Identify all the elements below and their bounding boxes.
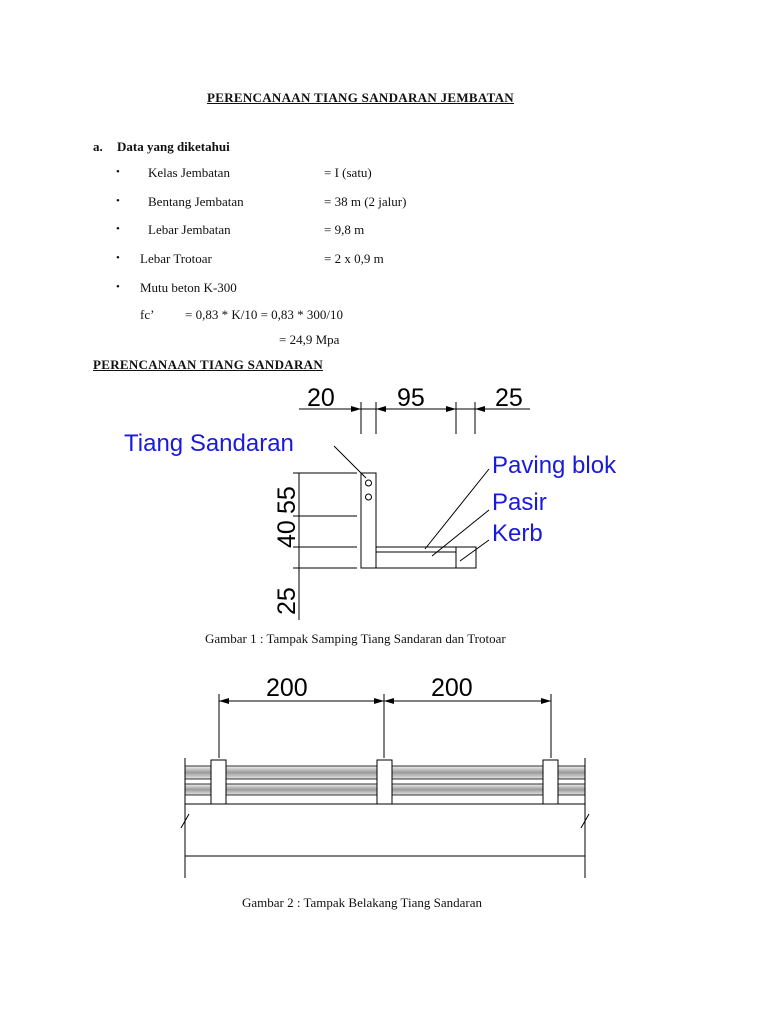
item-value: = 38 m (2 jalur): [324, 194, 407, 209]
page-title: PERENCANAAN TIANG SANDARAN JEMBATAN: [207, 90, 514, 105]
bullet-icon: •: [116, 166, 120, 178]
dim-text: 25: [273, 587, 301, 615]
item-label: Lebar Jembatan: [148, 222, 231, 237]
label-tiang-sandaran: Tiang Sandaran: [124, 430, 294, 457]
item-label: Lebar Trotoar: [140, 251, 212, 266]
item-value: = 9,8 m: [324, 222, 365, 237]
rail-hole: [366, 494, 372, 500]
item-value: = I (satu): [324, 165, 372, 180]
bullet-icon: •: [116, 195, 120, 207]
figure1-caption: Gambar 1 : Tampak Samping Tiang Sandaran dan Trotoar: [205, 631, 506, 646]
kerb-block: [456, 547, 476, 568]
leader-line: [425, 469, 489, 549]
fc-result: = 24,9 Mpa: [279, 332, 340, 347]
leader-line: [432, 510, 489, 556]
tiang-post: [361, 473, 376, 568]
item-label: Mutu beton K-300: [140, 280, 237, 295]
item-label: Kelas Jembatan: [148, 165, 230, 180]
label-kerb: Kerb: [492, 520, 543, 547]
bullet-icon: •: [116, 252, 120, 264]
bullet-icon: •: [116, 281, 120, 293]
label-pasir: Pasir: [492, 489, 547, 516]
item-label: Bentang Jembatan: [148, 194, 244, 209]
dim-text: 25: [495, 384, 523, 412]
dim-text: 200: [266, 674, 308, 702]
dim-text: 95: [397, 384, 425, 412]
pasir-layer: [376, 552, 456, 568]
section-a-marker: a.: [93, 139, 103, 154]
dim-text: 40: [273, 520, 301, 548]
section-a-heading: Data yang diketahui: [117, 139, 230, 154]
rail-hole: [366, 480, 372, 486]
dim-text: 55: [273, 486, 301, 514]
label-paving-blok: Paving blok: [492, 452, 617, 479]
section-heading: PERENCANAAN TIANG SANDARAN: [93, 357, 324, 372]
leader-line: [460, 540, 489, 561]
figure2-caption: Gambar 2 : Tampak Belakang Tiang Sandaran: [242, 895, 483, 910]
fc-formula: = 0,83 * K/10 = 0,83 * 300/10: [185, 307, 344, 322]
bullet-icon: •: [116, 223, 120, 235]
fc-label: fc’: [140, 307, 155, 322]
dim-text: 20: [307, 384, 335, 412]
item-value: = 2 x 0,9 m: [324, 251, 384, 266]
paving-block: [376, 547, 456, 552]
dim-text: 200: [431, 674, 473, 702]
